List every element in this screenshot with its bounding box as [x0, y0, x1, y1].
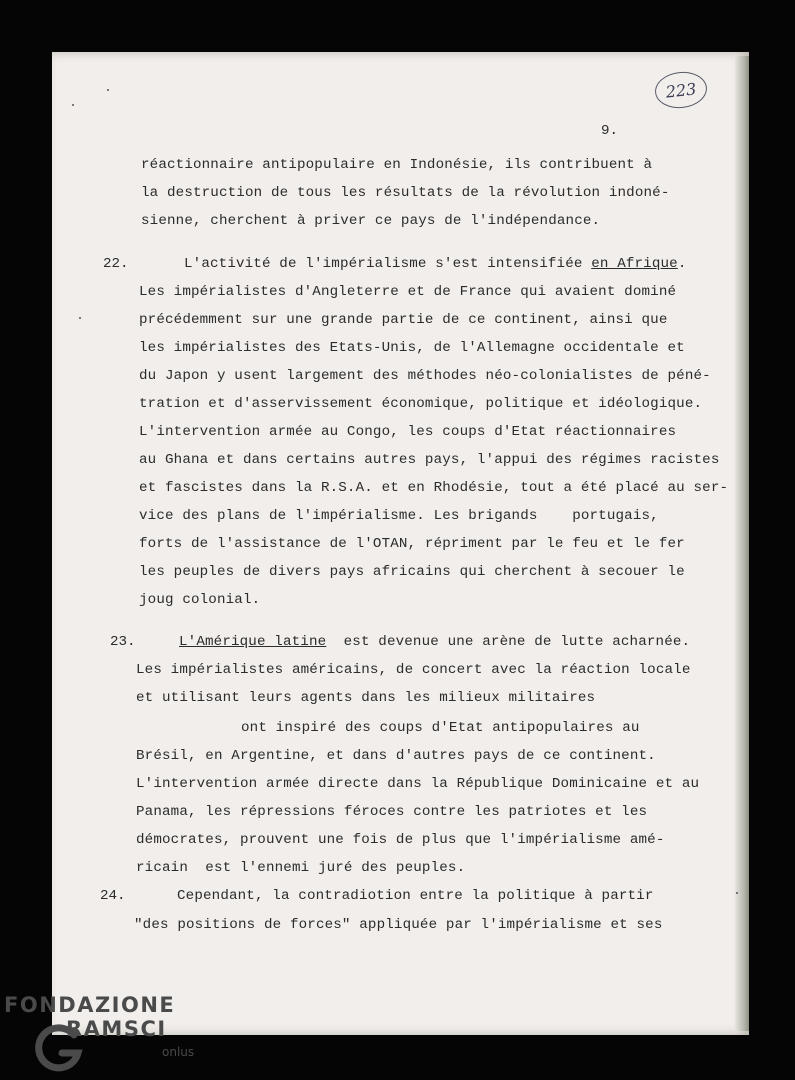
underlined-text: en Afrique: [591, 256, 678, 272]
text-line: du Japon y usent largement des méthodes néo-colonialistes de péné-: [139, 368, 711, 384]
text-line: ricain est l'ennemi juré des peuples.: [136, 860, 466, 876]
text-line: "des positions de forces" appliquée par l'impérialisme et ses: [134, 917, 663, 933]
logo-line-3: onlus: [162, 1045, 195, 1059]
folio-stamp: 223: [653, 69, 708, 110]
text-line: et fascistes dans la R.S.A. et en Rhodésie, tout a été placé au ser-: [139, 480, 729, 496]
text-line: réactionnaire antipopulaire en Indonésie, ils contribuent à: [141, 157, 653, 173]
paragraph-number-24: 24.: [100, 888, 126, 904]
text-line: forts de l'assistance de l'OTAN, répriment par le feu et le fer: [139, 536, 685, 552]
text-line: sienne, cherchent à priver ce pays de l'indépendance.: [141, 213, 601, 229]
text-span: est devenue une arène de lutte acharnée.: [326, 634, 691, 650]
text-line: ont inspiré des coups d'Etat antipopulaires au: [241, 720, 640, 736]
paper-speck: [72, 104, 74, 106]
text-line: Cependant, la contradiotion entre la politique à partir: [177, 888, 654, 904]
text-line: précédemment sur une grande partie de ce continent, ainsi que: [139, 312, 668, 328]
text-span: L'activité de l'impérialisme s'est intensifiée: [184, 256, 592, 272]
fondazione-gramsci-logo: [4, 993, 204, 1075]
logo-line-2: RAMSCI: [66, 1017, 167, 1041]
text-line: la destruction de tous les résultats de la révolution indoné-: [141, 185, 670, 201]
text-line: tration et d'asservissement économique, politique et idéologique.: [139, 396, 703, 412]
paper-speck: [79, 317, 81, 319]
text-line: les peuples de divers pays africains qui cherchent à secouer le: [139, 564, 685, 580]
paragraph-number-23: 23.: [110, 634, 136, 650]
text-line: démocrates, prouvent une fois de plus que l'impérialisme amé-: [136, 832, 665, 848]
text-line: Panama, les répressions féroces contre les patriotes et les: [136, 804, 648, 820]
text-line: les impérialistes des Etats-Unis, de l'Allemagne occidentale et: [139, 340, 685, 356]
text-line: Les impérialistes américains, de concert avec la réaction locale: [136, 662, 691, 678]
underlined-text: L'Amérique latine: [179, 634, 327, 650]
paper-speck: [736, 892, 738, 894]
text-line: joug colonial.: [139, 592, 261, 608]
paragraph-23-first-line: [179, 634, 690, 650]
page-number: 9.: [601, 123, 619, 139]
text-line: Les impérialistes d'Angleterre et de France qui avaient dominé: [139, 284, 677, 300]
logo-line-1: FONDAZIONE: [4, 993, 176, 1017]
text-line: vice des plans de l'impérialisme. Les brigands portugais,: [139, 508, 659, 524]
text-line: L'intervention armée directe dans la République Dominicaine et au: [136, 776, 700, 792]
text-line: au Ghana et dans certains autres pays, l'appui des régimes racistes: [139, 452, 720, 468]
text-line: et utilisant leurs agents dans les milieux militaires: [136, 690, 596, 706]
paper-speck: [107, 89, 109, 91]
paragraph-number-22: 22.: [103, 256, 129, 272]
text-line: L'intervention armée au Congo, les coups d'Etat réactionnaires: [139, 424, 677, 440]
text-line: Brésil, en Argentine, et dans d'autres pays de ce continent.: [136, 748, 656, 764]
text-span: .: [677, 256, 687, 272]
page-edge-shadow: [735, 56, 749, 1031]
paragraph-22-first-line: [184, 256, 687, 272]
